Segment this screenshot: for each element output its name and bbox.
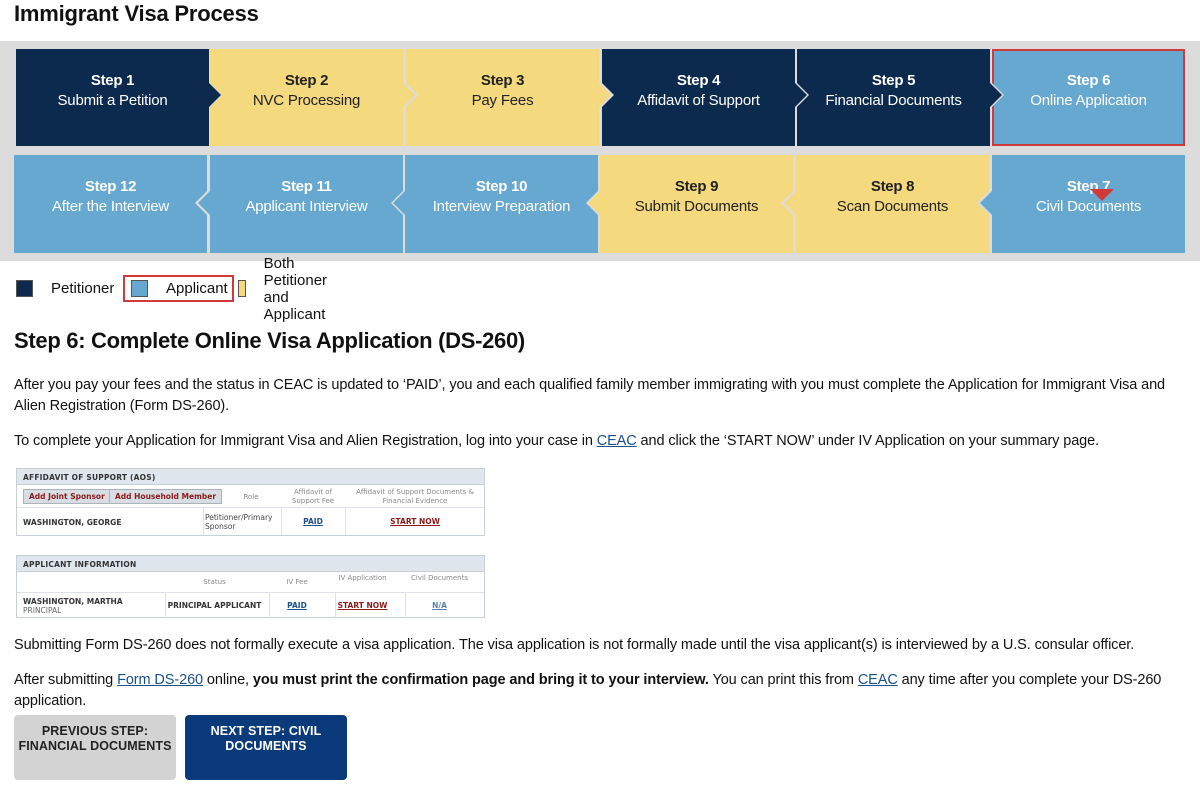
step-label: Interview Preparation [432,198,571,215]
step-label: Online Application [1030,92,1147,109]
add-household-member-button[interactable]: Add Household Member [109,489,222,504]
applicant-summary-screenshot [16,555,485,618]
step-6-tile[interactable] [992,49,1185,146]
legend-label: Applicant [166,280,228,297]
step-number: Step 5 [871,72,916,89]
next-step-button[interactable]: NEXT STEP: CIVIL DOCUMENTS [185,715,347,780]
step-1-tile[interactable] [16,49,209,146]
page-title: Immigrant Visa Process [14,1,259,26]
aos-fee-paid-link[interactable]: PAID [303,517,323,526]
ceac-instructions-paragraph [14,431,1174,452]
iv-fee-column-header: IV Fee [286,578,308,586]
step-label: Scan Documents [836,198,949,215]
sponsor-role: Petitioner/Primary Sponsor [205,513,273,531]
step-number: Step 11 [281,178,332,195]
step-11-tile[interactable] [210,155,403,253]
step-label: Affidavit of Support [637,92,760,109]
iv-application-start-now-link[interactable]: START NOW [337,601,388,610]
applicant-table-header: APPLICANT INFORMATION [17,556,484,572]
step-7-tile[interactable] [992,155,1185,253]
steps-diagram [0,41,1200,261]
legend-label: Both Petitioner and Applicant [263,254,328,323]
step-label: Financial Documents [825,92,962,109]
legend-swatch-icon [16,280,33,297]
civil-docs-column-header: Civil Documents [410,574,468,582]
ceac-link[interactable]: CEAC [596,433,637,449]
ceac-link-2[interactable]: CEAC [857,672,898,688]
print-confirmation-paragraph [14,670,1174,712]
step-number: Step 4 [676,72,721,89]
text-fragment: After submitting [14,672,118,688]
step-number: Step 7 [1066,178,1111,195]
text-fragment: any time after you complete your DS-260 application. [14,672,1162,709]
step-label: Pay Fees [471,92,534,109]
step-5-tile[interactable] [797,49,990,146]
step-8-tile[interactable] [796,155,989,253]
text-fragment: To complete your Application for Immigrant Visa and Alien Registration, log into your case in [14,433,597,449]
step-label: NVC Processing [252,92,361,109]
active-step-marker-icon [1090,189,1114,201]
ds260-note-paragraph: Submitting Form DS-260 does not formally execute a visa application. The visa application is not formally made until the visa applicant(s) is interviewed by a U.S. consular officer. [14,637,1135,653]
form-ds260-link[interactable]: Form DS-260 [117,672,203,688]
step-number: Step 12 [84,178,137,195]
legend-both [238,254,336,323]
intro-paragraph: After you pay your fees and the status in CEAC is updated to ‘PAID’, you and each qualified family member immigrating with you must complete the Application for Immigrant Visa and Alien Registration (Form DS-260). [14,377,1166,414]
step-number: Step 3 [480,72,525,89]
step-4-tile[interactable] [602,49,795,146]
aos-start-now-link[interactable]: START NOW [390,517,440,526]
previous-step-button[interactable]: PREVIOUS STEP: FINANCIAL DOCUMENTS [14,715,176,780]
iv-fee-paid-link[interactable]: PAID [287,601,307,610]
applicant-name-text: WASHINGTON, MARTHA [23,597,123,606]
role-column-header: Role [243,493,259,501]
step-label: Submit Documents [634,198,759,215]
legend-label: Petitioner [51,280,115,297]
fee-column-header: Affidavit of Support Fee [291,488,335,505]
section-title: Step 6: Complete Online Visa Application (DS-260) [14,328,525,353]
step-9-tile[interactable] [600,155,793,253]
step-number: Step 9 [674,178,719,195]
step-number: Step 2 [284,72,329,89]
step-number: Step 10 [475,178,528,195]
aos-summary-screenshot [16,468,485,536]
applicant-name [23,597,123,615]
applicant-type: PRINCIPAL [23,606,62,615]
step-number: Step 8 [870,178,915,195]
aos-table-header: AFFIDAVIT OF SUPPORT (AOS) [17,469,484,485]
step-3-tile[interactable] [406,49,599,146]
legend-swatch-icon [238,280,246,297]
legend-petitioner [16,275,114,302]
step-2-tile[interactable] [210,49,403,146]
add-joint-sponsor-button[interactable]: Add Joint Sponsor [23,489,111,504]
step-label: Submit a Petition [57,92,168,109]
status-column-header: Status [203,578,226,586]
legend-applicant [123,275,234,302]
step-number: Step 1 [90,72,135,89]
text-fragment: online, [203,672,253,688]
step-label: Civil Documents [1035,198,1142,215]
step-label: After the Interview [51,198,170,215]
docs-column-header: Affidavit of Support Documents & Financial Evidence [356,488,474,505]
print-confirmation-emphasis: you must print the confirmation page and bring it to your interview. [252,672,709,688]
applicant-status: PRINCIPAL APPLICANT [167,601,262,610]
sponsor-name: WASHINGTON, GEORGE [23,518,122,527]
step-number: Step 6 [1066,72,1111,89]
step-12-tile[interactable] [14,155,207,253]
iv-application-column-header: IV Application [338,574,387,582]
text-fragment: You can print this from [708,672,858,688]
text-fragment: and click the ‘START NOW’ under IV Application on your summary page. [636,433,1100,449]
civil-docs-na-link[interactable]: N/A [432,601,447,610]
legend-swatch-icon [131,280,148,297]
step-label: Applicant Interview [245,198,368,215]
step-10-tile[interactable] [405,155,598,253]
